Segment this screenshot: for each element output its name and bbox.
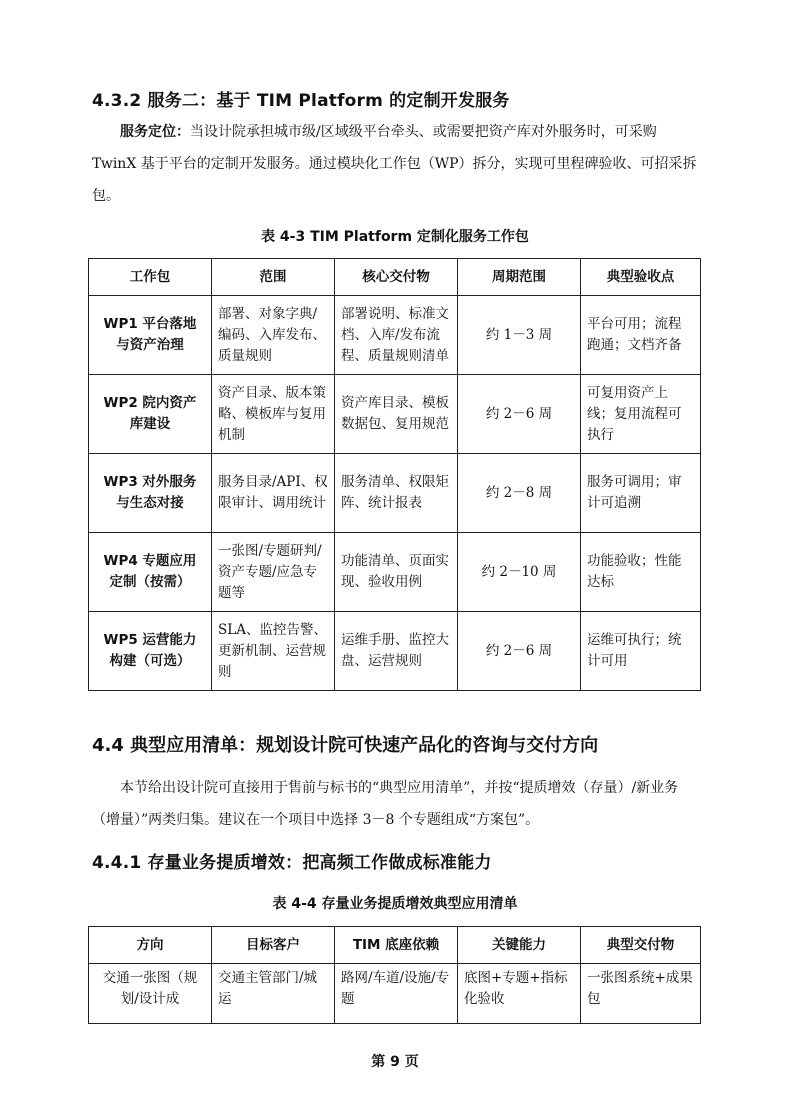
- acceptance-cell: 运维可执行；统计可用: [581, 612, 701, 691]
- acceptance-cell: 可复用资产上线；复用流程可执行: [581, 375, 701, 454]
- period-cell: 约 2－10 周: [458, 533, 581, 612]
- wp-cell: WP5 运营能力构建（可选）: [89, 612, 212, 691]
- table-4-3: [88, 258, 701, 691]
- header-cell: 目标客户: [212, 927, 335, 964]
- capability-cell: 底图+专题+指标化验收: [458, 964, 581, 1024]
- acceptance-cell: 服务可调用；审计可追溯: [581, 454, 701, 533]
- positioning-label: 服务定位：: [120, 124, 190, 140]
- section-heading-4-3-2: 4.3.2 服务二：基于 TIM Platform 的定制开发服务: [92, 91, 510, 111]
- header-cell: 核心交付物: [335, 259, 458, 296]
- scope-cell: SLA、监控告警、更新机制、运营规则: [212, 612, 335, 691]
- header-cell: 周期范围: [458, 259, 581, 296]
- scope-cell: 一张图/专题研判/资产专题/应急专题等: [212, 533, 335, 612]
- table-4-3-caption: 表 4-3 TIM Platform 定制化服务工作包: [261, 229, 529, 245]
- header-cell: 典型交付物: [581, 927, 701, 964]
- table-row: [89, 964, 701, 1024]
- wp-cell: WP4 专题应用定制（按需）: [89, 533, 212, 612]
- wp-cell: WP3 对外服务与生态对接: [89, 454, 212, 533]
- table-4-4: [88, 926, 701, 1024]
- positioning-paragraph: [92, 116, 704, 212]
- header-cell: 方向: [89, 927, 212, 964]
- header-cell: 关键能力: [458, 927, 581, 964]
- section-heading-4-4: 4.4 典型应用清单：规划设计院可快速产品化的咨询与交付方向: [92, 735, 599, 756]
- direction-cell: 交通一张图（规划/设计成: [89, 964, 212, 1024]
- period-cell: 约 2－6 周: [458, 612, 581, 691]
- period-cell: 约 2－6 周: [458, 375, 581, 454]
- wp-cell: WP2 院内资产库建设: [89, 375, 212, 454]
- deliverables-cell: 资产库目录、模板数据包、复用规范: [335, 375, 458, 454]
- dependency-cell: 路网/车道/设施/专题: [335, 964, 458, 1024]
- table-header-row: [89, 927, 701, 964]
- section-heading-4-4-1: 4.4.1 存量业务提质增效：把高频工作做成标准能力: [92, 853, 492, 873]
- deliverables-cell: 运维手册、监控大盘、运营规则: [335, 612, 458, 691]
- section-4-4-paragraph: [92, 772, 704, 836]
- page-number: 第 9 页: [371, 1054, 419, 1070]
- customer-cell: 交通主管部门/城运: [212, 964, 335, 1024]
- positioning-text: 当设计院承担城市级/区域级平台牵头、或需要把资产库对外服务时，可采购 TwinX 基于平台的定制开发服务。通过模块化工作包（WP）拆分，实现可里程碑验收、可招采拆包。: [92, 124, 697, 204]
- deliverables-cell: 服务清单、权限矩阵、统计报表: [335, 454, 458, 533]
- table-header-row: [89, 259, 701, 296]
- deliverables-cell: 部署说明、标准文档、入库/发布流程、质量规则清单: [335, 296, 458, 375]
- header-cell: 典型验收点: [581, 259, 701, 296]
- period-cell: 约 1－3 周: [458, 296, 581, 375]
- period-cell: 约 2－8 周: [458, 454, 581, 533]
- table-4-4-caption: 表 4-4 存量业务提质增效典型应用清单: [272, 896, 518, 912]
- table-row: [89, 296, 701, 375]
- acceptance-cell: 平台可用；流程跑通；文档齐备: [581, 296, 701, 375]
- header-cell: 工作包: [89, 259, 212, 296]
- header-cell: 范围: [212, 259, 335, 296]
- table-row: [89, 375, 701, 454]
- table-row: [89, 533, 701, 612]
- header-cell: TIM 底座依赖: [335, 927, 458, 964]
- section-4-4-text: 本节给出设计院可直接用于售前与标书的“典型应用清单”，并按“提质增效（存量）/新业务（增量）”两类归集。建议在一个项目中选择 3－8 个专题组成“方案包”。: [92, 780, 679, 828]
- table-row: [89, 612, 701, 691]
- scope-cell: 服务目录/API、权限审计、调用统计: [212, 454, 335, 533]
- deliverable-cell: 一张图系统+成果包: [581, 964, 701, 1024]
- scope-cell: 部署、对象字典/编码、入库发布、质量规则: [212, 296, 335, 375]
- table-row: [89, 454, 701, 533]
- deliverables-cell: 功能清单、页面实现、验收用例: [335, 533, 458, 612]
- acceptance-cell: 功能验收；性能达标: [581, 533, 701, 612]
- scope-cell: 资产目录、版本策略、模板库与复用机制: [212, 375, 335, 454]
- wp-cell: WP1 平台落地与资产治理: [89, 296, 212, 375]
